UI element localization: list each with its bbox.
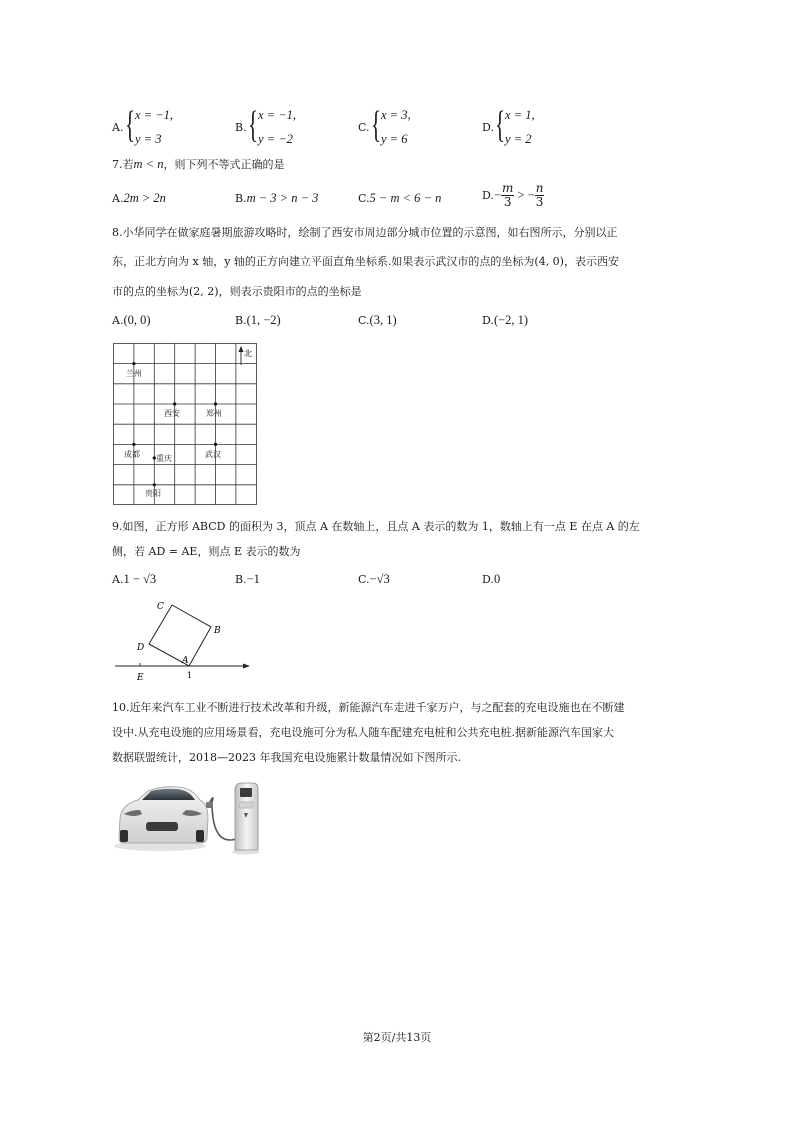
q8-option-a-expr: (0, 0): [123, 313, 151, 327]
q7-option-d-num-n: n: [535, 181, 544, 195]
q6-option-b-label: B.: [235, 121, 247, 134]
q7-option-b: [235, 191, 318, 206]
label-d: D: [137, 643, 145, 653]
q7-stem-prefix: 7.若: [112, 158, 134, 171]
label-a: A: [182, 656, 189, 666]
q8-option-c-expr: (3, 1): [369, 313, 397, 327]
q8-option-b-expr: (1, −2): [246, 313, 281, 327]
city-label-guiyang: 贵阳: [145, 489, 161, 498]
q6-option-c-line2: y = 6: [381, 132, 408, 146]
q8-option-d-expr: (−2, 1): [493, 313, 529, 327]
q8-line-3: 市的点的坐标为(2, 2)，则表示贵阳市的点的坐标是: [112, 285, 362, 298]
q7-option-d: [482, 182, 544, 209]
city-label-chengdu: 成都: [124, 450, 140, 459]
q6-option-a-line2: y = 3: [135, 132, 162, 146]
q8-line-1: 8.小华同学在做家庭暑期旅游攻略时，绘制了西安市周边部分城市位置的示意图，如右图所示，分别以正: [112, 226, 618, 239]
map-grid: [113, 343, 257, 505]
q7-option-c-label: C.: [358, 192, 370, 205]
charging-station-icon: [232, 783, 260, 855]
q9-square-figure: [110, 597, 255, 685]
q9-line-1: 9.如图，正方形 ABCD 的面积为 3，顶点 A 在数轴上，且点 A 表示的数为 1，数轴上有一点 E 在点 A 的左: [112, 520, 640, 533]
q7-option-d-minus: −: [493, 188, 501, 202]
q7-option-d-gt: > −: [514, 188, 535, 202]
q9-option-c: [358, 572, 390, 587]
q10-line-3: 数据联盟统计，2018—2023 年我国充电设施累计数量情况如下图所示.: [112, 751, 461, 764]
q9-option-b: [235, 572, 260, 587]
q6-option-c-line1: x = 3,: [381, 108, 411, 122]
q8-option-d-label: D.: [482, 314, 494, 327]
q9-option-a: [112, 572, 156, 587]
north-arrow-icon: [239, 346, 244, 352]
ev-charging-illustration: [112, 780, 267, 856]
q9-option-b-label: B.: [235, 573, 247, 586]
number-line-arrow-icon: [243, 664, 250, 669]
q9-option-a-expr: 1 − √3: [123, 572, 157, 586]
q7-stem-suffix: ，则下列不等式正确的是: [163, 158, 285, 171]
q7-option-c-expr: 5 − m < 6 − n: [369, 191, 442, 205]
q7-stem: [112, 156, 284, 172]
city-label-zhengzhou: 郑州: [206, 409, 222, 418]
q8-option-c-label: C.: [358, 314, 370, 327]
charging-plug-icon: [206, 802, 213, 808]
q9-option-d-expr: 0: [493, 572, 501, 586]
q6-option-d-brace: {: [495, 104, 506, 146]
city-label-chongqing: 重庆: [156, 454, 172, 463]
q9-option-b-expr: −1: [246, 572, 260, 586]
north-label: 北: [244, 349, 252, 358]
q6-option-c-brace: {: [371, 104, 382, 146]
q7-option-a-label: A.: [112, 192, 124, 205]
city-point-chengdu: [132, 443, 135, 446]
city-label-lanzhou: 兰州: [126, 369, 142, 378]
city-point-zhengzhou: [214, 402, 217, 405]
q9-option-d-label: D.: [482, 573, 494, 586]
q6-option-d-label: D.: [482, 121, 494, 134]
q9-option-c-expr: −√3: [369, 572, 390, 586]
q8-line-2: 东，正北方向为 x 轴，y 轴的正方向建立平面直角坐标系.如果表示武汉市的点的坐标为(4, 0)，表示西安: [112, 255, 619, 268]
q6-option-b-line1: x = −1,: [258, 108, 297, 122]
q7-stem-math: m < n: [133, 157, 164, 171]
q8-option-c: [358, 313, 397, 328]
q9-option-a-label: A.: [112, 573, 124, 586]
q7-option-d-den-n: 3: [535, 195, 544, 209]
q8-option-a: [112, 313, 151, 328]
q6-option-c-label: C.: [358, 121, 370, 134]
q8-option-a-label: A.: [112, 314, 124, 327]
q7-option-c: [358, 191, 441, 206]
q10-line-2: 设中.从充电设施的应用场景看，充电设施可分为私人随车配建充电桩和公共充电桩.据新能源汽车国家大: [112, 726, 614, 739]
q8-option-b-label: B.: [235, 314, 247, 327]
q7-option-a: [112, 191, 166, 206]
q6-option-d-line2: y = 2: [505, 132, 532, 146]
label-one: 1: [187, 671, 193, 680]
label-b: B: [214, 626, 221, 636]
q7-option-d-label: D.: [482, 189, 494, 202]
q8-option-d: [482, 313, 528, 328]
q6-option-a-label: A.: [112, 121, 124, 134]
square-abcd: [149, 605, 211, 666]
q6-option-a-brace: {: [125, 104, 136, 146]
city-label-wuhan: 武汉: [205, 450, 221, 459]
city-point-wuhan: [214, 443, 217, 446]
q7-option-d-frac-n: [535, 182, 545, 209]
label-e: E: [137, 673, 144, 683]
q7-option-d-frac-m: [501, 182, 514, 209]
q7-option-a-expr: 2m > 2n: [123, 191, 166, 205]
q8-city-map: [113, 343, 258, 506]
page-footer: 第2页/共13页: [362, 1031, 432, 1044]
q8-option-b: [235, 313, 281, 328]
electric-car-icon: [114, 787, 208, 851]
city-point-lanzhou: [132, 362, 135, 365]
q7-option-b-label: B.: [235, 192, 247, 205]
q10-line-1: 10.近年来汽车工业不断进行技术改革和升级，新能源汽车走进千家万户，与之配套的充电设施也在不断建: [112, 701, 625, 714]
city-point-xian: [173, 402, 176, 405]
q9-line-2: 侧，若 AD = AE，则点 E 表示的数为: [112, 545, 301, 558]
q7-option-d-den-m: 3: [503, 195, 512, 209]
q7-option-b-expr: m − 3 > n − 3: [246, 191, 319, 205]
label-c: C: [157, 602, 164, 612]
q6-option-b-brace: {: [248, 104, 259, 146]
city-point-guiyang: [153, 483, 156, 486]
q7-option-d-num-m: m: [502, 181, 514, 195]
q6-option-d-line1: x = 1,: [505, 108, 535, 122]
q9-option-d: [482, 572, 500, 587]
q6-option-b-line2: y = −2: [258, 132, 293, 146]
city-label-xian: 西安: [164, 409, 180, 418]
q9-option-c-label: C.: [358, 573, 370, 586]
q6-option-a-line1: x = −1,: [135, 108, 174, 122]
